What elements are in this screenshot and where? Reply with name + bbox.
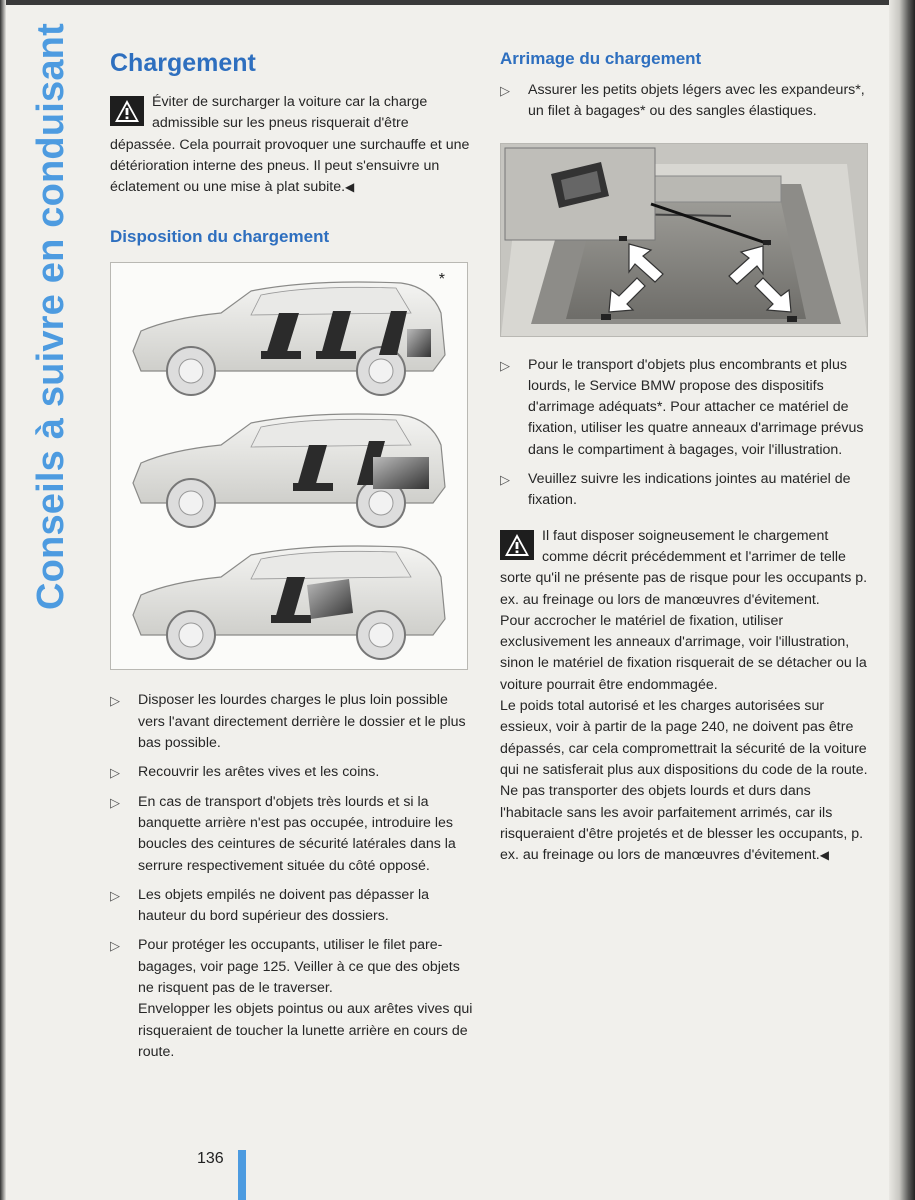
warning-paragraph-overload: [110, 92, 478, 198]
left-bullet-list: [110, 690, 478, 1063]
bullet-arrow-icon: ▷: [500, 472, 510, 488]
chapter-side-title: Conseils à suivre en conduisant: [30, 23, 72, 610]
bullet-arrow-icon: ▷: [500, 83, 510, 98]
right-column: [500, 48, 870, 866]
figure-asterisk: *: [438, 271, 445, 289]
warning-paragraph-securing: [500, 526, 870, 611]
car-illustrations: [111, 263, 467, 669]
warning-triangle-icon: [110, 96, 144, 126]
right-bullet-list-bottom: [500, 355, 870, 512]
page-top-edge: [0, 0, 915, 5]
luggage-compartment-photo: [500, 143, 868, 337]
list-item: ▷ Veuillez suivre les indications jointes au matériel de fixation.: [500, 471, 851, 509]
warning-text: Il faut disposer soigneusement le chargement comme décrit précédemment et l'arrimer de telle sorte qu'il ne présente pas de risque pour les occupants p. ex. au freinage ou lors de manœuvres d'évitement.: [500, 527, 868, 608]
right-bullet-list-top: [500, 80, 870, 123]
page-number: 136: [197, 1150, 224, 1167]
bullet-arrow-icon: ▷: [110, 693, 120, 709]
end-mark-icon: ◀: [345, 180, 355, 195]
list-item-continuation: Envelopper les objets pointus ou aux arêtes vives qui risqueraient de toucher la lunette arrière en cours de route.: [138, 1001, 473, 1060]
car-side-view-2: [133, 414, 445, 527]
end-mark-icon: ◀: [819, 848, 829, 863]
bullet-arrow-icon: ▷: [110, 887, 120, 903]
list-item: ▷ Pour le transport d'objets plus encombrants et plus lourds, le Service BMW propose des dispositifs d'arrimage adéquats*. Pour attacher ce matériel de fixation, utiliser les quatre anneaux d'arrimage prévus dans le compartiment à bagages, voir l'illustration.: [500, 356, 864, 458]
page-binding-shadow: [889, 0, 915, 1200]
bullet-arrow-icon: ▷: [110, 938, 120, 954]
subheading-arrimage: Arrimage du chargement: [500, 49, 702, 68]
list-item: ▷ Pour protéger les occupants, utiliser le filet pare-bagages, voir page 125. Veiller à ce que des objets ne risquent pas de le traverser.: [110, 937, 460, 997]
luggage-anchor-illustration: [501, 144, 867, 336]
list-item: ▷ Disposer les lourdes charges le plus loin possible vers l'avant directement derrière le dossier et le plus bas possible.: [110, 692, 466, 752]
warning-text: Éviter de surcharger la voiture car la charge admissible sur les pneus risquerait d'être dépassée. Cela pourrait provoquer une surchauffe et une détérioration interne des pneus. Il peut s'ensuivre un éclatement ou une mise à plat subite.: [110, 94, 470, 196]
body-paragraph: Ne pas transporter des objets lourds et durs dans l'habitacle sans les avoir parfaitement arrimés, car ils risqueraient d'être projetés et de blesser les occupants, p. ex. au freinage ou lors de manœuvres d'évitement.◀: [500, 783, 864, 864]
subheading-disposition: Disposition du chargement: [110, 227, 330, 247]
page-number-bar: [238, 1150, 246, 1200]
left-column: [110, 48, 478, 1071]
car-side-view-1: [133, 282, 445, 395]
car-side-view-3: [133, 546, 445, 659]
load-arrangement-figure: [110, 262, 468, 670]
page-left-edge: [0, 0, 6, 1200]
list-item: ▷ Recouvrir les arêtes vives et les coins.: [110, 762, 478, 783]
list-item: ▷ Assurer les petits objets légers avec les expandeurs*, un filet à bagages* ou des sangles élastiques.: [500, 82, 865, 120]
body-paragraph: Pour accrocher le matériel de fixation, utiliser exclusivement les anneaux d'arrimage, voir l'illustration, sinon le matériel de fixation risquerait de se détacher ou la voiture pourrait être endommagée.: [500, 612, 867, 693]
bullet-arrow-icon: ▷: [110, 765, 120, 781]
bullet-arrow-icon: ▷: [110, 794, 120, 810]
section-heading-chargement: Chargement: [110, 49, 256, 77]
body-paragraph: Le poids total autorisé et les charges autorisées sur essieux, voir à partir de la page 240, ne doivent pas être dépassés, car cela compromettrait la sécurité de la voiture qui ne satisferait plus aux dispositions du code de la route.: [500, 698, 868, 778]
list-item: ▷ Les objets empilés ne doivent pas dépasser la hauteur du bord supérieur des dossiers.: [110, 886, 430, 925]
list-item: ▷ En cas de transport d'objets très lourds et si la banquette arrière n'est pas occupée, introduire les boucles des ceintures de sécurité latérales dans la serrure respectivement située du côté opposé.: [110, 793, 456, 874]
warning-triangle-icon: [500, 530, 534, 560]
bullet-arrow-icon: ▷: [500, 357, 510, 373]
